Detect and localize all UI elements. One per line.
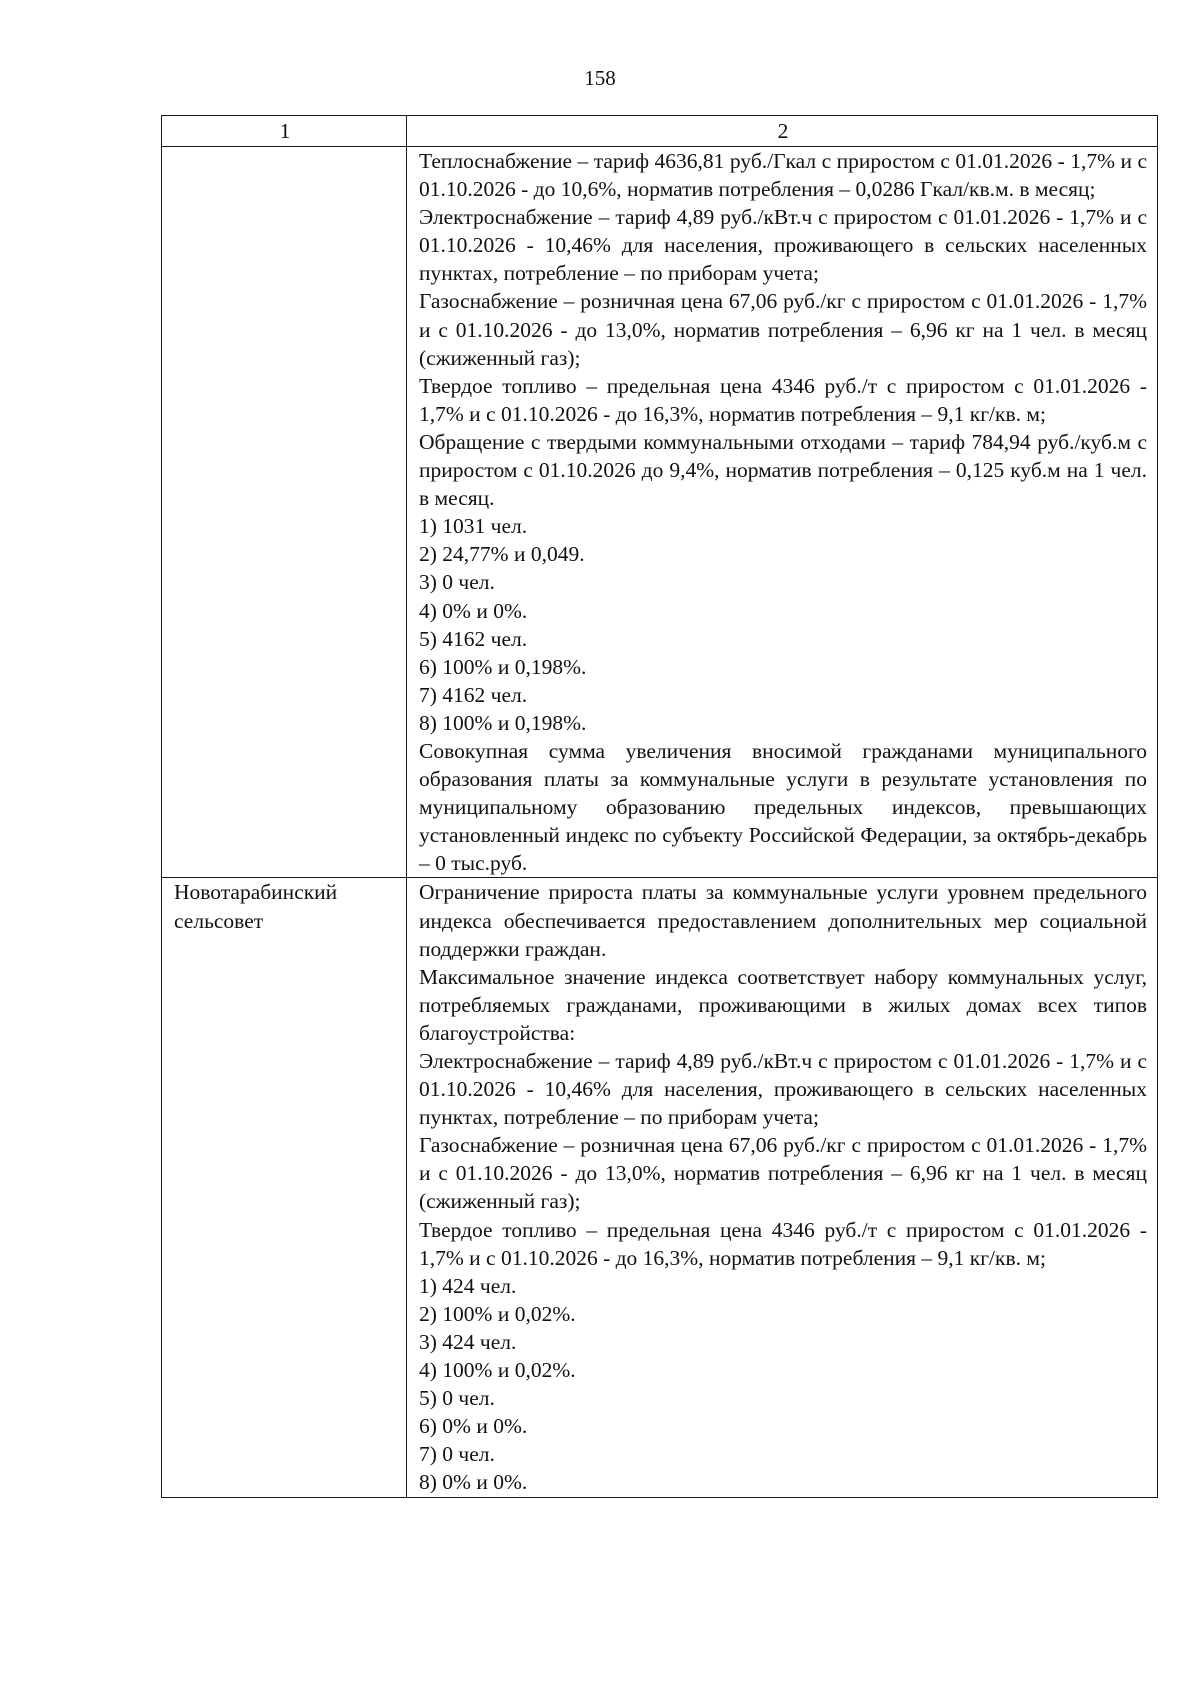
- list-item: 7) 0 чел.: [419, 1442, 495, 1467]
- tariff-paragraph: Максимальное значение индекса соответствует набору коммунальных услуг, потребляемых гражданами, проживающими в жилых домах всех типов благоустройства:: [419, 964, 1147, 1045]
- page-number: 158: [584, 66, 616, 90]
- municipality-details: [407, 878, 1158, 1497]
- list-item: 1) 1031 чел.: [419, 514, 528, 539]
- list-item: 4) 100% и 0,02%.: [419, 1358, 576, 1383]
- closing-paragraph: Совокупная сумма увеличения вносимой гражданами муниципального образования платы за коммунальные услуги в результате установления по муниципальному образованию предельных индексов, превышающих установленный индекс по субъекту Российской Федерации, за октябрь-декабрь – 0 тыс.руб.: [419, 738, 1147, 876]
- tariff-paragraph: Газоснабжение – розничная цена 67,06 руб./кг с приростом с 01.01.2026 - 1,7% и с 01.10.2026 - до 13,0%, норматив потребления – 6,96 кг на 1 чел. в месяц (сжиженный газ);: [419, 1133, 1147, 1214]
- tariff-paragraph: Электроснабжение – тариф 4,89 руб./кВт.ч с приростом с 01.01.2026 - 1,7% и с 01.10.2026 - 10,46% для населения, проживающего в сельских населенных пунктах, потребление – по приборам учета;: [419, 205, 1147, 286]
- list-item: 8) 0% и 0%.: [419, 1470, 528, 1495]
- list-item: 1) 424 чел.: [419, 1273, 517, 1298]
- tariff-paragraph: Твердое топливо – предельная цена 4346 руб./т с приростом с 01.01.2026 - 1,7% и с 01.10.2026 - до 16,3%, норматив потребления – 9,1 кг/кв. м;: [419, 373, 1147, 426]
- column-header-1: 1: [162, 116, 407, 147]
- tariff-paragraph: Обращение с твердыми коммунальными отходами – тариф 784,94 руб./куб.м с приростом с 01.10.2026 до 9,4%, норматив потребления – 0,125 куб.м на 1 чел. в месяц.: [419, 429, 1147, 511]
- list-item: 8) 100% и 0,198%.: [419, 710, 587, 735]
- municipality-name: [162, 147, 407, 878]
- table-header-row: [162, 116, 1158, 147]
- indices-table: [161, 115, 1158, 1498]
- tariff-paragraph: Теплоснабжение – тариф 4636,81 руб./Гкал с приростом с 01.01.2026 - 1,7% и с 01.10.2026 - до 10,6%, норматив потребления – 0,0286 Гкал/кв.м. в месяц;: [419, 149, 1147, 202]
- tariff-paragraph: Твердое топливо – предельная цена 4346 руб./т с приростом с 01.01.2026 - 1,7% и с 01.10.2026 - до 16,3%, норматив потребления – 9,1 кг/кв. м;: [419, 1217, 1147, 1270]
- table-row: [162, 878, 1158, 1497]
- list-item: 6) 0% и 0%.: [419, 1414, 528, 1439]
- list-item: 5) 0 чел.: [419, 1386, 495, 1411]
- list-item: 5) 4162 чел.: [419, 626, 528, 651]
- list-item: 2) 24,77% и 0,049.: [419, 542, 585, 567]
- list-item: 3) 0 чел.: [419, 570, 495, 595]
- table-row: [162, 147, 1158, 878]
- list-item: 7) 4162 чел.: [419, 682, 528, 707]
- tariff-paragraph: Ограничение прироста платы за коммунальные услуги уровнем предельного индекса обеспечивается предоставлением дополнительных мер социальной поддержки граждан.: [419, 880, 1147, 961]
- list-item: 2) 100% и 0,02%.: [419, 1301, 576, 1326]
- tariff-paragraph: Газоснабжение – розничная цена 67,06 руб./кг с приростом с 01.01.2026 - 1,7% и с 01.10.2026 - до 13,0%, норматив потребления – 6,96 кг на 1 чел. в месяц (сжиженный газ);: [419, 289, 1147, 370]
- municipality-name: Новотарабинский сельсовет: [162, 878, 407, 1497]
- tariff-paragraph: Электроснабжение – тариф 4,89 руб./кВт.ч с приростом с 01.01.2026 - 1,7% и с 01.10.2026 - 10,46% для населения, проживающего в сельских населенных пунктах, потребление – по приборам учета;: [419, 1049, 1147, 1130]
- column-header-2: 2: [407, 116, 1158, 147]
- municipality-details: [407, 147, 1158, 878]
- list-item: 6) 100% и 0,198%.: [419, 654, 587, 679]
- list-item: 3) 424 чел.: [419, 1329, 517, 1354]
- list-item: 4) 0% и 0%.: [419, 598, 528, 623]
